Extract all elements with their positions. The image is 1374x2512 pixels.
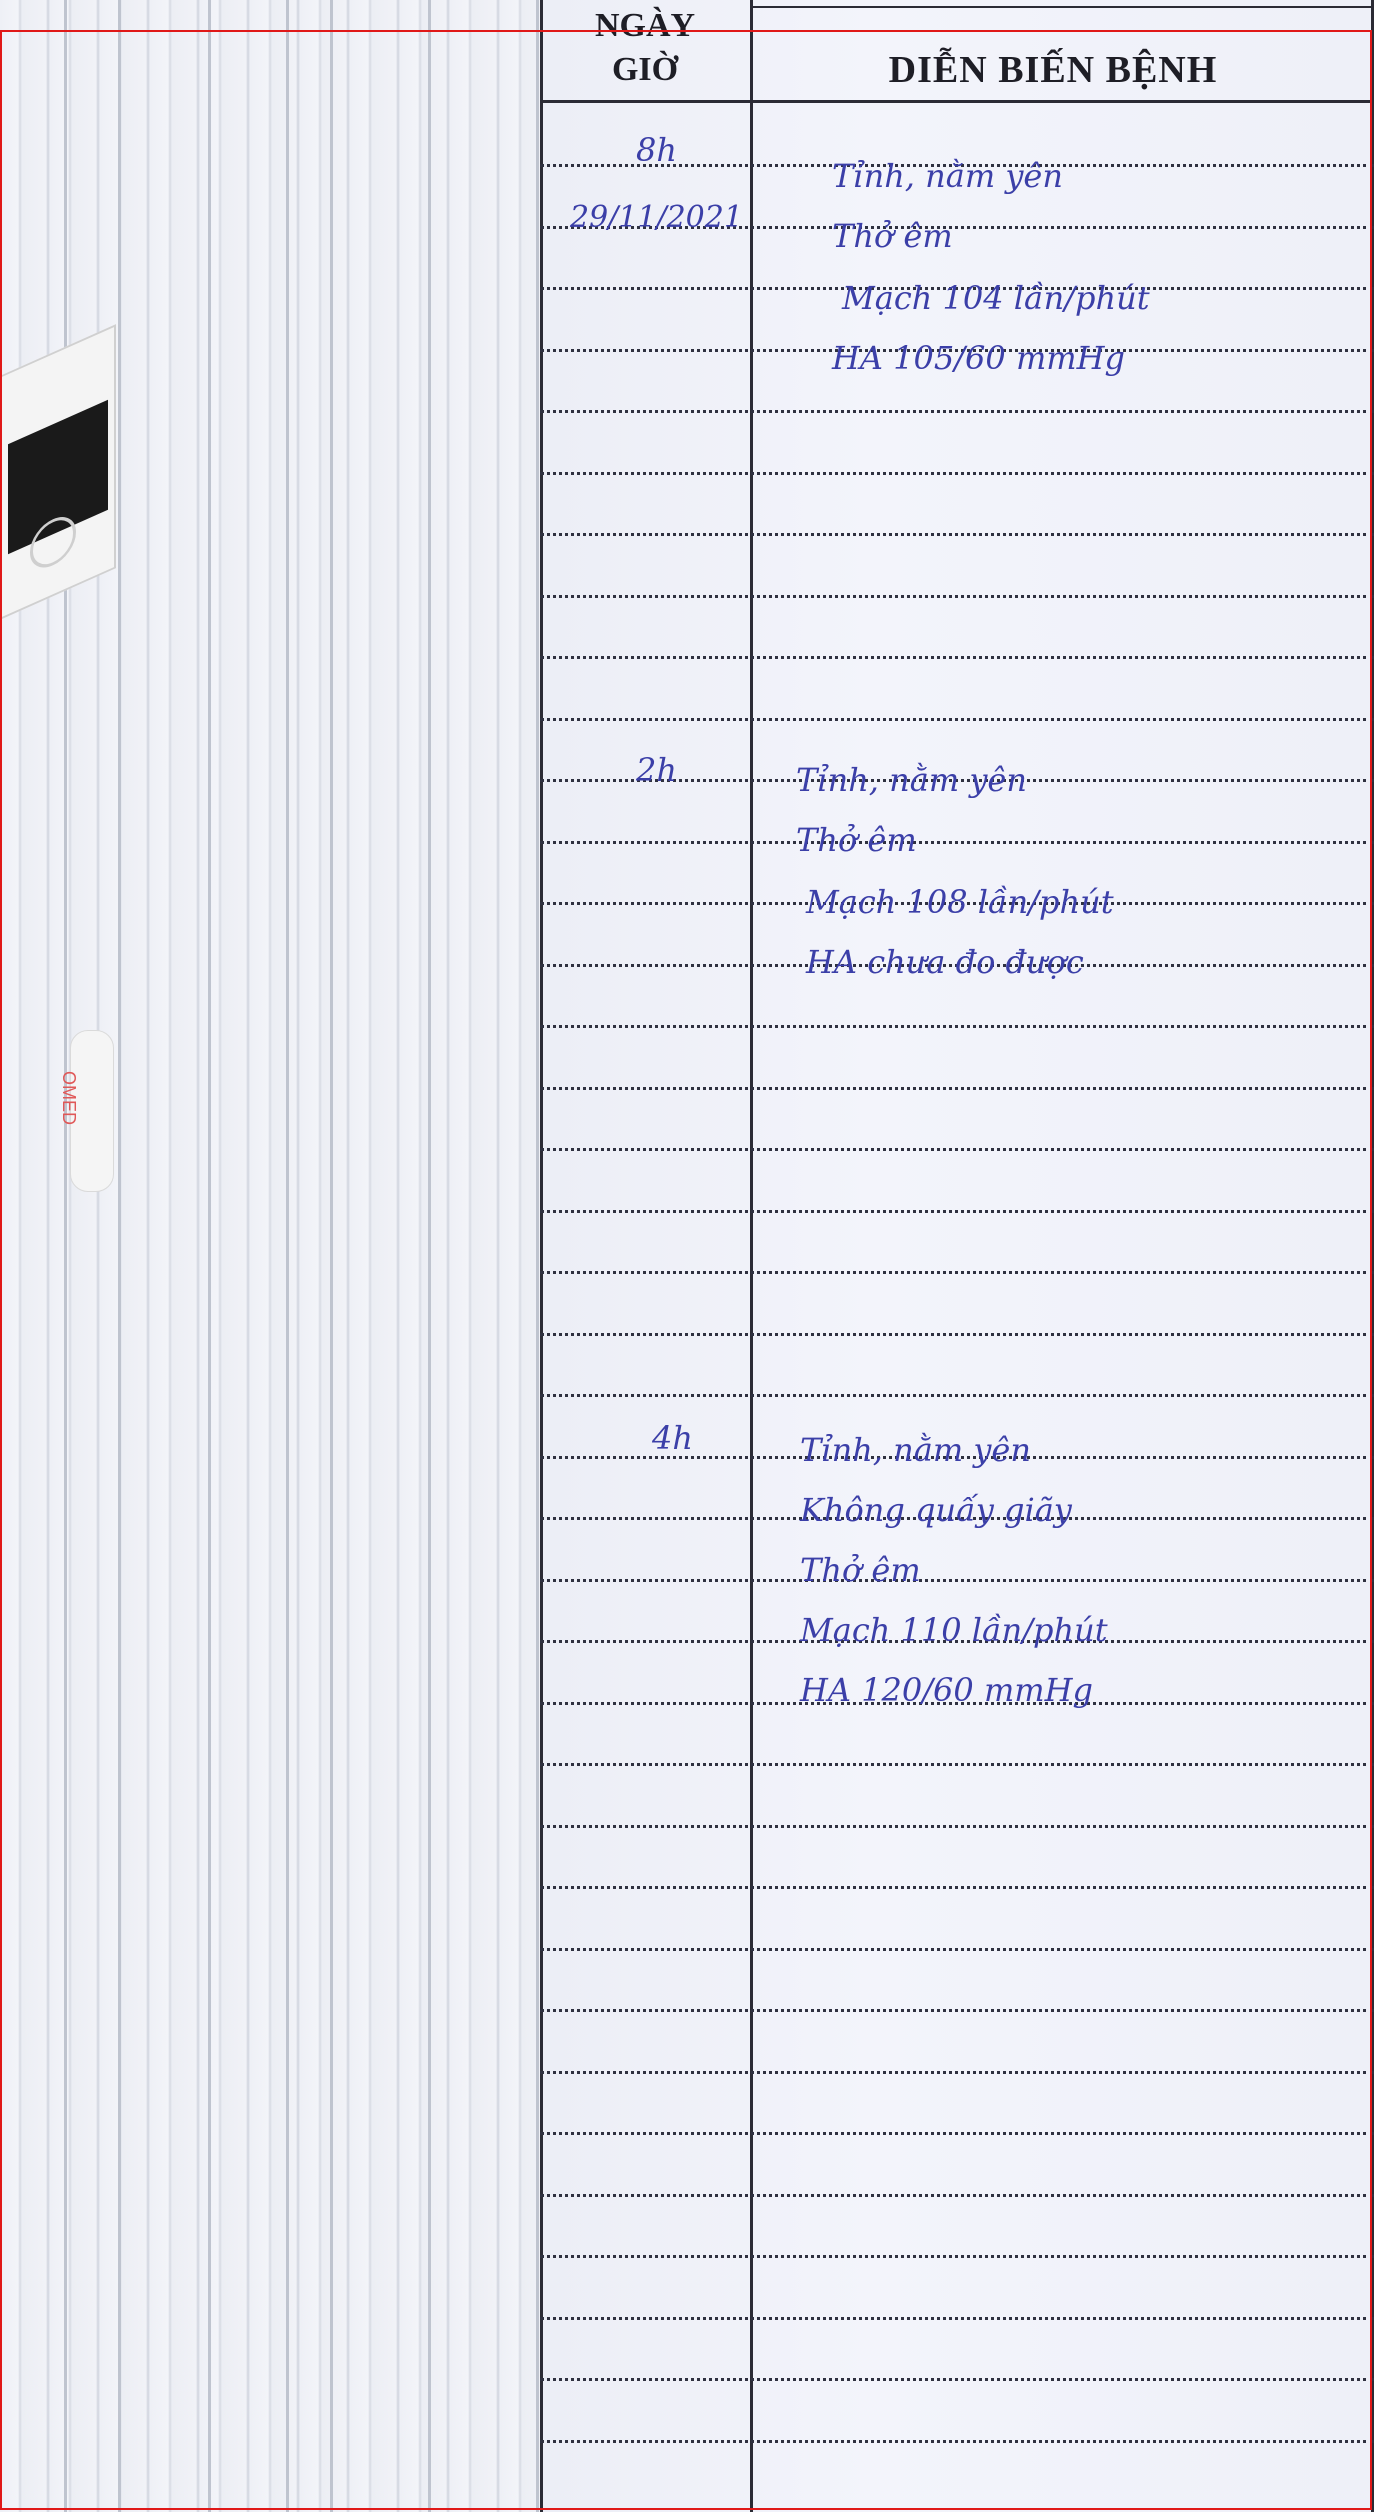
dotted-rule [540, 1271, 1374, 1274]
dotted-rule [540, 1148, 1374, 1151]
column-divider [750, 0, 753, 2512]
dotted-rule [540, 2255, 1374, 2258]
entry-line: Không quấy giãy [800, 1491, 1072, 1529]
entry-time: 4h [652, 1419, 693, 1457]
dotted-rule [540, 410, 1374, 413]
progress-column-header: DIỄN BIẾN BỆNH [888, 49, 1218, 91]
dotted-rule [540, 2009, 1374, 2012]
dotted-rule [540, 1579, 1374, 1582]
paper-edge [330, 0, 333, 2512]
entry-time: 8h [636, 131, 677, 169]
side-tag-text: OMED [59, 1071, 79, 1125]
entry-line: Mạch 108 lần/phút [806, 883, 1114, 921]
dotted-rule [540, 533, 1374, 536]
dotted-rule [540, 656, 1374, 659]
entry-line: Tỉnh, nằm yên [800, 1431, 1031, 1469]
dotted-rule [540, 2132, 1374, 2135]
date-time-column-header [540, 4, 750, 92]
dotted-rule [540, 1394, 1374, 1397]
entry-line: Mạch 110 lần/phút [800, 1611, 1108, 1649]
entry-line: HA 105/60 mmHg [832, 339, 1126, 377]
dotted-rule [540, 2071, 1374, 2074]
dotted-rule [540, 2440, 1374, 2443]
logo-icon [30, 509, 76, 575]
paper-edge [428, 0, 431, 2512]
entry-time: 2h [636, 751, 677, 789]
progress-note-sheet [540, 0, 1374, 2512]
paper-edge [536, 0, 539, 2512]
dotted-rule [540, 841, 1374, 844]
date-header-line1: NGÀY [594, 7, 696, 44]
dotted-rule [540, 1025, 1374, 1028]
entry-line: Thở êm [800, 1551, 921, 1589]
entry-line: Mạch 104 lần/phút [842, 279, 1150, 317]
dotted-rule [540, 1763, 1374, 1766]
dotted-rule [540, 2194, 1374, 2197]
entry-line: Tỉnh, nằm yên [832, 157, 1063, 195]
header-rule [540, 100, 1374, 103]
entry-date: 29/11/2021 [570, 200, 743, 235]
dotted-rule [540, 1210, 1374, 1213]
binder-clip [0, 324, 116, 620]
dotted-rule [540, 2317, 1374, 2320]
entry-line: Thở êm [832, 217, 953, 255]
entry-line: Thở êm [796, 821, 917, 859]
dotted-rule [540, 1333, 1374, 1336]
dotted-rule [540, 718, 1374, 721]
paper-edge [208, 0, 211, 2512]
dotted-rule [540, 595, 1374, 598]
date-header-line2: GIỜ [611, 51, 679, 88]
dotted-rule [540, 1825, 1374, 1828]
side-tag [59, 1030, 114, 1192]
entry-line: HA chưa đo được [806, 943, 1084, 981]
paper-edge [286, 0, 289, 2512]
header-top-rule [750, 6, 1374, 8]
entry-line: Tỉnh, nằm yên [796, 761, 1027, 799]
dotted-rule [540, 1886, 1374, 1889]
dotted-rule [540, 1087, 1374, 1090]
dotted-rule [540, 2378, 1374, 2381]
clip-label [8, 400, 108, 555]
paper-stack-background [0, 0, 560, 2512]
left-border [540, 0, 543, 2512]
entry-line: HA 120/60 mmHg [800, 1671, 1094, 1709]
dotted-rule [540, 472, 1374, 475]
paper-edge [118, 0, 121, 2512]
dotted-rule [540, 1948, 1374, 1951]
